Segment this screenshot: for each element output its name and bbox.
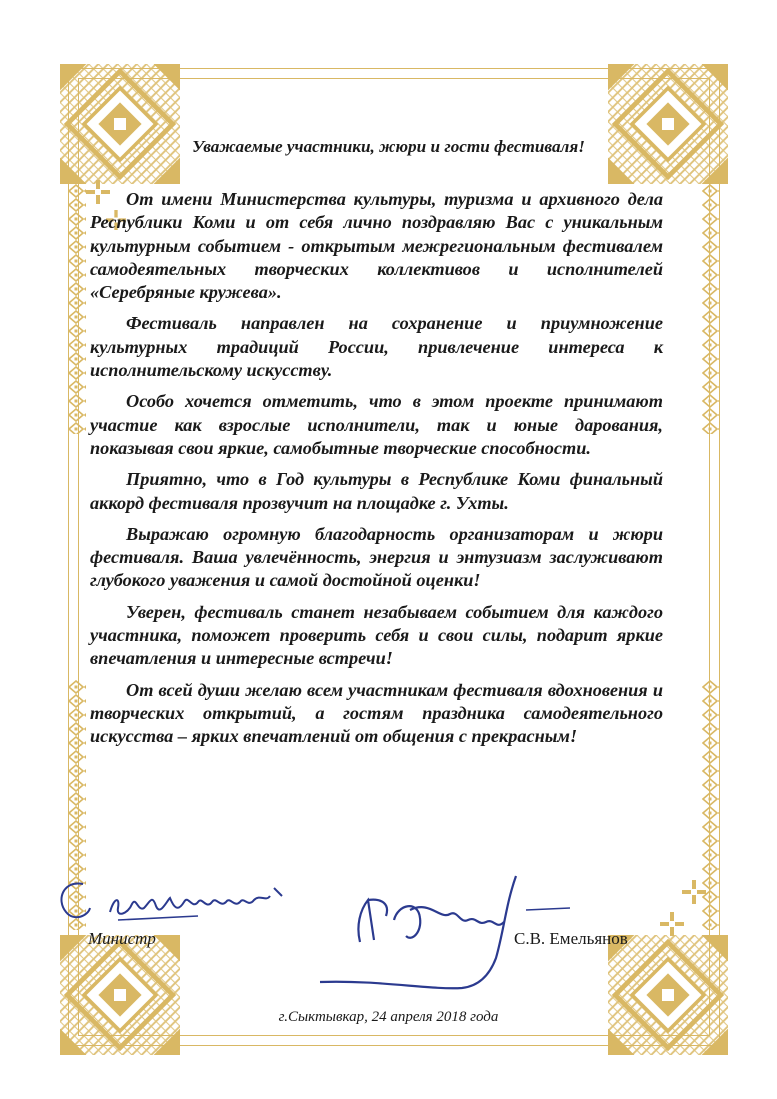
komi-ornament-corner-icon	[608, 935, 728, 1055]
place-date: г.Сыктывкар, 24 апреля 2018 года	[278, 1009, 499, 1025]
paragraph: Особо хочется отметить, что в этом проекте принимают участие как взрослые исполнители, так и юные дарования, показывая свои яркие, самобытные творческие способности.	[90, 391, 663, 458]
komi-ornament-cross-icon	[682, 880, 706, 904]
komi-ornament-corner-icon	[608, 64, 728, 184]
komi-ornament-border-icon	[68, 184, 86, 434]
paragraph: От всей души желаю всем участникам фестиваля вдохновения и творческих открытий, а гостям праздника самодеятельного искусства – ярких впечатлений от общения с прекрасным!	[90, 679, 663, 747]
letter-body	[90, 188, 663, 757]
paragraph: Уверен, фестиваль станет незабываем событием для каждого участника, поможет проверить себя и свои силы, подарит яркие впечатления и интересные встречи!	[90, 601, 663, 669]
paragraph: Фестиваль направлен на сохранение и приумножение культурных традиций России, привлечение интереса к исполнительскому искусству.	[90, 313, 663, 381]
salutation: Уважаемые участники, жюри и гости фестиваля!	[192, 137, 585, 156]
minister-title: Министр	[88, 929, 156, 948]
paragraph: От имени Министерства культуры, туризма и архивного дела Республики Коми и от себя лично поздравляю Вас с уникальным культурным событием - открытым межрегиональным фестивалем самодеятельных творческих коллективов и исполнителей «Серебряные кружева».	[90, 189, 663, 303]
komi-ornament-cross-icon	[660, 912, 684, 936]
komi-ornament-border-icon	[702, 184, 720, 434]
komi-ornament-corner-icon	[60, 64, 180, 184]
handwritten-greeting-icon	[48, 872, 298, 932]
paragraph: Приятно, что в Год культуры в Республике Коми финальный аккорд фестиваля прозвучит на площадке г. Ухты.	[90, 469, 663, 513]
komi-ornament-corner-icon	[60, 935, 180, 1055]
signer-name: С.В. Емельянов	[514, 929, 628, 948]
paragraph: Выражаю огромную благодарность организаторам и жюри фестиваля. Ваша увлечённость, энергия и энтузиазм заслуживают глубокого уважения и самой достойной оценки!	[90, 523, 663, 591]
